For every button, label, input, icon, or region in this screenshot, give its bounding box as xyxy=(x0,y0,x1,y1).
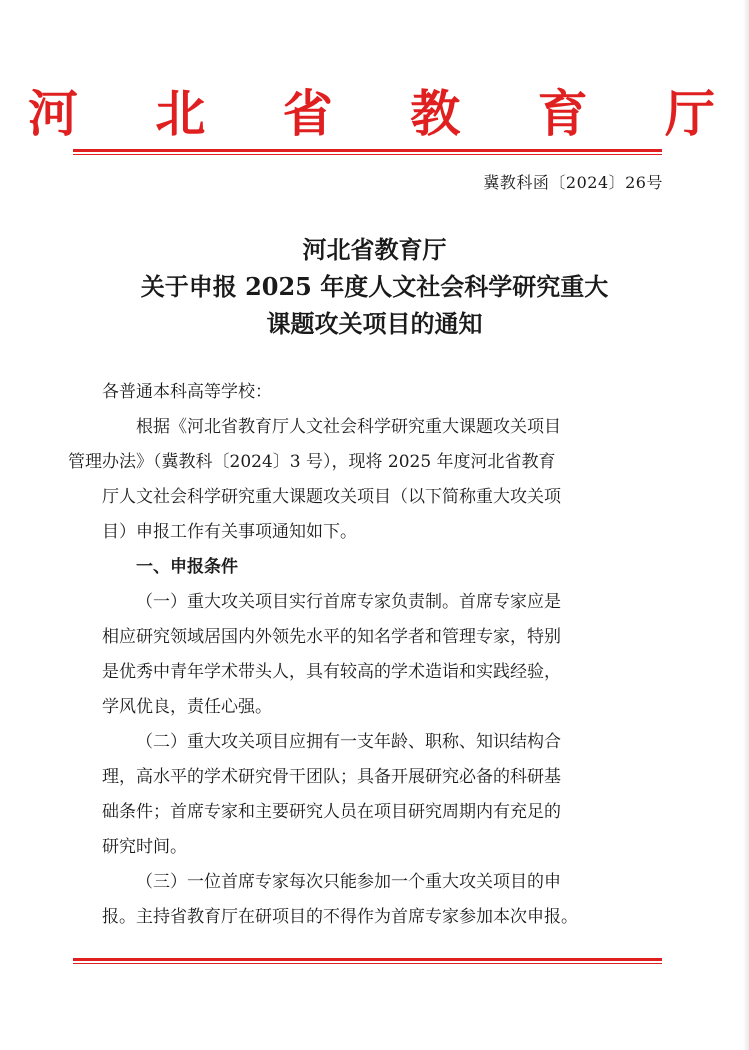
item-paragraph-1 xyxy=(102,585,654,725)
item-paragraph-3 xyxy=(102,865,654,935)
header-red-rule xyxy=(73,149,662,155)
title-line-3: 课题攻关项目的通知 xyxy=(266,309,483,338)
item-line: 学风优良，责任心强。 xyxy=(102,697,272,717)
title-line-1: 河北省教育厅 xyxy=(302,235,447,264)
intro-line: 管理办法》（冀教科〔2024〕3 号），现将 2025 年度河北省教育 xyxy=(68,452,556,472)
intro-line: 厅人文社会科学研究重大课题攻关项目（以下简称重大攻关项 xyxy=(102,487,561,507)
document-body xyxy=(68,375,654,935)
section-heading: 一、申报条件 xyxy=(136,557,238,577)
item-line: （三）一位首席专家每次只能参加一个重大攻关项目的申 xyxy=(136,872,561,892)
intro-paragraph xyxy=(68,410,654,550)
item-line: （一）重大攻关项目实行首席专家负责制。首席专家应是 xyxy=(136,592,561,612)
item-line: 研究时间。 xyxy=(102,837,187,857)
intro-line: 根据《河北省教育厅人文社会科学研究重大课题攻关项目 xyxy=(136,417,561,437)
item-line: （二）重大攻关项目应拥有一支年龄、职称、知识结构合 xyxy=(136,732,561,752)
document-number: 冀教科函〔2024〕26号 xyxy=(483,173,663,192)
item-paragraph-2 xyxy=(102,725,654,865)
footer-red-rule xyxy=(73,958,662,964)
title-line-2: 关于申报 2025 年度人文社会科学研究重大 xyxy=(140,272,609,301)
intro-line: 目）申报工作有关事项通知如下。 xyxy=(102,522,357,542)
item-line: 础条件；首席专家和主要研究人员在项目研究周期内有充足的 xyxy=(102,802,561,822)
salutation: 各普通本科高等学校： xyxy=(102,382,272,402)
item-line: 是优秀中青年学术带头人，具有较高的学术造诣和实践经验， xyxy=(102,662,561,682)
item-line: 相应研究领域居国内外领先水平的知名学者和管理专家，特别 xyxy=(102,627,561,647)
item-line: 理，高水平的学术研究骨干团队；具备开展研究必备的科研基 xyxy=(102,767,561,787)
page-edge-shadow xyxy=(743,0,749,1050)
item-line: 报。主持省教育厅在研项目的不得作为首席专家参加本次申报。 xyxy=(102,907,578,927)
agency-header: 河 北 省 教 育 厅 xyxy=(27,84,746,143)
document-title xyxy=(0,231,749,342)
